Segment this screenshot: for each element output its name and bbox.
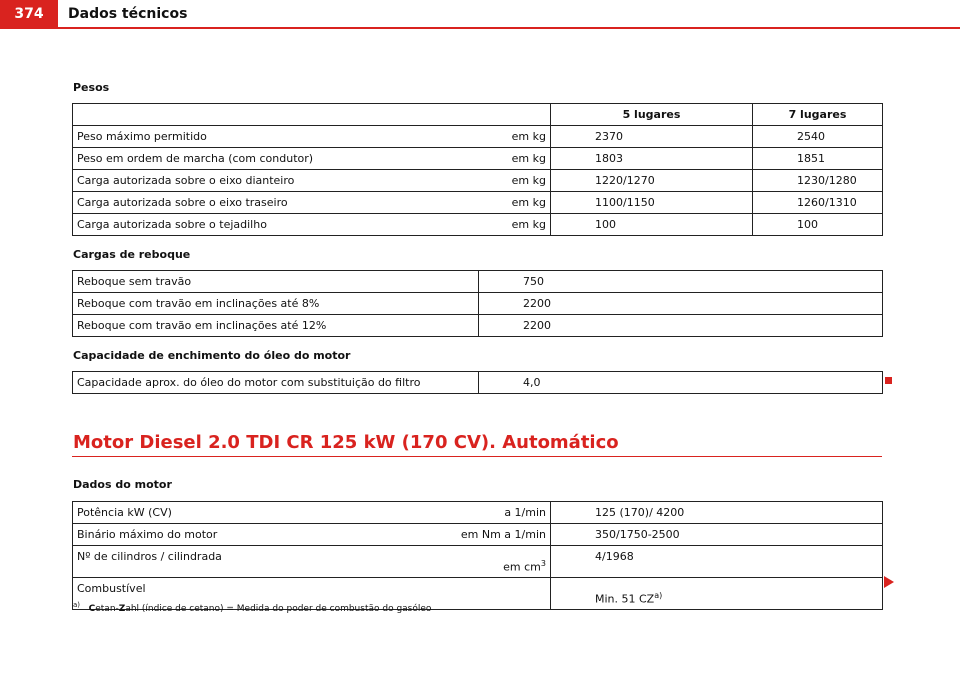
unit-text: em cm bbox=[503, 561, 541, 574]
row-label: Potência kW (CV) bbox=[73, 502, 393, 524]
continue-arrow-icon bbox=[884, 576, 894, 588]
row-value: 350/1750-2500 bbox=[551, 524, 883, 546]
row-value-5: 100 bbox=[551, 214, 753, 236]
row-label: Peso máximo permitido bbox=[73, 126, 479, 148]
reboque-heading: Cargas de reboque bbox=[73, 248, 191, 261]
motor-table bbox=[72, 501, 883, 610]
unit-superscript: 3 bbox=[540, 559, 546, 569]
value-text: Min. 51 CZ bbox=[595, 593, 655, 606]
row-label: Capacidade aprox. do óleo do motor com substituição do filtro bbox=[73, 372, 479, 394]
oleo-table bbox=[72, 371, 883, 394]
header-empty-cell bbox=[73, 104, 551, 126]
table-row bbox=[73, 271, 883, 293]
row-unit: a 1/min bbox=[393, 502, 551, 524]
footnote-c-bold: C bbox=[88, 604, 96, 614]
footnote-z-bold: Z bbox=[118, 604, 126, 614]
row-value-7: 1260/1310 bbox=[753, 192, 883, 214]
col-7-lugares: 7 lugares bbox=[753, 104, 883, 126]
pesos-heading: Pesos bbox=[73, 81, 110, 94]
row-unit: em Nm a 1/min bbox=[393, 524, 551, 546]
row-label: Reboque sem travão bbox=[73, 271, 479, 293]
pesos-table bbox=[72, 103, 883, 236]
row-label: Carga autorizada sobre o eixo traseiro bbox=[73, 192, 479, 214]
row-value-7: 1230/1280 bbox=[753, 170, 883, 192]
row-label: Carga autorizada sobre o eixo dianteiro bbox=[73, 170, 479, 192]
page-number: 374 bbox=[0, 0, 58, 27]
row-value-7: 2540 bbox=[753, 126, 883, 148]
table-row bbox=[73, 315, 883, 337]
table-row bbox=[73, 170, 883, 192]
row-value-5: 1803 bbox=[551, 148, 753, 170]
row-label: Binário máximo do motor bbox=[73, 524, 393, 546]
table-row bbox=[73, 524, 883, 546]
section-rule bbox=[72, 456, 882, 457]
col-5-lugares: 5 lugares bbox=[551, 104, 753, 126]
row-value: 2200 bbox=[479, 315, 883, 337]
row-label: Peso em ordem de marcha (com condutor) bbox=[73, 148, 479, 170]
table-row bbox=[73, 293, 883, 315]
row-value bbox=[551, 578, 883, 610]
table-row bbox=[73, 214, 883, 236]
table-row bbox=[73, 546, 883, 578]
row-value-5: 1100/1150 bbox=[551, 192, 753, 214]
page-title: Dados técnicos bbox=[68, 6, 188, 22]
end-of-section-marker bbox=[885, 377, 892, 384]
table-row bbox=[73, 502, 883, 524]
row-label: Reboque com travão em inclinações até 12% bbox=[73, 315, 479, 337]
row-unit: em kg bbox=[479, 148, 551, 170]
row-label: Reboque com travão em inclinações até 8% bbox=[73, 293, 479, 315]
row-value: 4,0 bbox=[479, 372, 883, 394]
table-row bbox=[73, 148, 883, 170]
row-value: 2200 bbox=[479, 293, 883, 315]
table-row bbox=[73, 126, 883, 148]
header-rule bbox=[0, 27, 960, 29]
row-value-7: 1851 bbox=[753, 148, 883, 170]
footnote-marker: a) bbox=[73, 601, 81, 609]
footnote-z-rest: ahl (índice de cetano) = Medida do poder de combustão do gasóleo bbox=[125, 604, 432, 614]
row-value: 4/1968 bbox=[551, 546, 883, 578]
row-unit: em kg bbox=[479, 126, 551, 148]
table-header-row bbox=[73, 104, 883, 126]
footnote-c-rest: etan- bbox=[95, 604, 119, 614]
table-row bbox=[73, 192, 883, 214]
section-title: Motor Diesel 2.0 TDI CR 125 kW (170 CV). Automático bbox=[73, 432, 619, 453]
row-label: Nº de cilindros / cilindrada bbox=[73, 546, 393, 578]
row-value-5: 2370 bbox=[551, 126, 753, 148]
row-label: Combustível bbox=[73, 578, 393, 610]
footnote bbox=[73, 601, 431, 614]
row-label: Carga autorizada sobre o tejadilho bbox=[73, 214, 479, 236]
page-header bbox=[0, 0, 960, 30]
motor-heading: Dados do motor bbox=[73, 478, 172, 491]
row-value: 750 bbox=[479, 271, 883, 293]
reboque-table bbox=[72, 270, 883, 337]
table-row bbox=[73, 372, 883, 394]
footnote-ref: a) bbox=[654, 591, 663, 601]
oleo-heading: Capacidade de enchimento do óleo do motor bbox=[73, 349, 351, 362]
row-unit: em kg bbox=[479, 214, 551, 236]
row-unit bbox=[393, 546, 551, 578]
row-value: 125 (170)/ 4200 bbox=[551, 502, 883, 524]
row-value-5: 1220/1270 bbox=[551, 170, 753, 192]
row-unit: em kg bbox=[479, 170, 551, 192]
row-value-7: 100 bbox=[753, 214, 883, 236]
row-unit: em kg bbox=[479, 192, 551, 214]
